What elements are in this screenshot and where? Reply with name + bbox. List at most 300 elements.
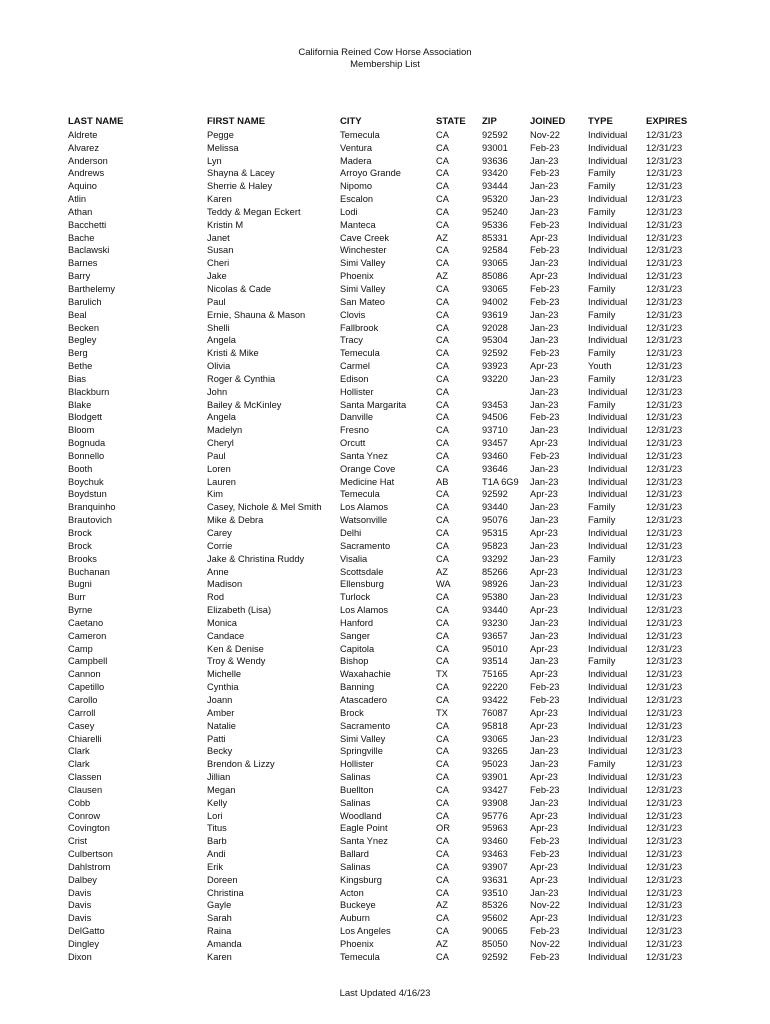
cell-zip: 95602 xyxy=(482,913,508,924)
cell-zip: 85266 xyxy=(482,566,508,577)
cell-joined: Jan-23 xyxy=(530,656,559,667)
cell-city: Clovis xyxy=(340,309,366,320)
cell-city: Acton xyxy=(340,887,364,898)
table-row xyxy=(68,912,708,925)
cell-city: Temecula xyxy=(340,951,380,962)
cell-joined: Jan-23 xyxy=(530,515,559,526)
cell-type: Family xyxy=(588,283,616,294)
cell-last-name: Clark xyxy=(68,759,90,770)
cell-first-name: Karen xyxy=(207,951,232,962)
cell-last-name: Branquinho xyxy=(68,502,116,513)
cell-joined: Apr-23 xyxy=(530,861,558,872)
cell-state: AZ xyxy=(436,232,448,243)
cell-zip: 95818 xyxy=(482,720,508,731)
cell-last-name: Capetillo xyxy=(68,682,105,693)
cell-expires: 12/31/23 xyxy=(646,617,683,628)
cell-expires: 12/31/23 xyxy=(646,772,683,783)
cell-state: TX xyxy=(436,669,448,680)
cell-first-name: John xyxy=(207,386,228,397)
cell-city: Salinas xyxy=(340,861,371,872)
cell-expires: 12/31/23 xyxy=(646,797,683,808)
cell-first-name: Pegge xyxy=(207,129,234,140)
cell-zip: 93908 xyxy=(482,797,508,808)
cell-expires: 12/31/23 xyxy=(646,206,683,217)
cell-type: Individual xyxy=(588,669,628,680)
table-row xyxy=(68,219,708,232)
header-first-name: FIRST NAME xyxy=(207,116,266,127)
cell-zip: 93657 xyxy=(482,630,508,641)
cell-expires: 12/31/23 xyxy=(646,733,683,744)
cell-last-name: Becken xyxy=(68,322,100,333)
cell-state: AZ xyxy=(436,271,448,282)
table-row xyxy=(68,822,708,835)
cell-type: Family xyxy=(588,181,616,192)
cell-joined: Nov-22 xyxy=(530,129,560,140)
cell-first-name: Troy & Wendy xyxy=(207,656,266,667)
cell-expires: 12/31/23 xyxy=(646,271,683,282)
cell-type: Individual xyxy=(588,887,628,898)
cell-city: Ellensburg xyxy=(340,579,384,590)
table-row xyxy=(68,733,708,746)
cell-type: Individual xyxy=(588,682,628,693)
cell-first-name: Karen xyxy=(207,194,232,205)
cell-joined: Jan-23 xyxy=(530,373,559,384)
table-row xyxy=(68,450,708,463)
cell-state: AB xyxy=(436,476,449,487)
cell-first-name: Kim xyxy=(207,489,224,500)
cell-joined: Apr-23 xyxy=(530,669,558,680)
cell-type: Individual xyxy=(588,322,628,333)
cell-expires: 12/31/23 xyxy=(646,219,683,230)
cell-type: Individual xyxy=(588,694,628,705)
cell-type: Individual xyxy=(588,232,628,243)
cell-type: Family xyxy=(588,656,616,667)
cell-state: AZ xyxy=(436,939,448,949)
cell-zip: 93457 xyxy=(482,438,508,449)
table-row xyxy=(68,373,708,386)
cell-zip: 93444 xyxy=(482,181,508,192)
cell-type: Family xyxy=(588,515,616,526)
table-row xyxy=(68,848,708,861)
header-state: STATE xyxy=(436,116,466,127)
cell-last-name: Davis xyxy=(68,887,92,898)
cell-expires: 12/31/23 xyxy=(646,502,683,513)
cell-first-name: Jake xyxy=(207,271,227,282)
table-row xyxy=(68,167,708,180)
cell-type: Individual xyxy=(588,939,628,949)
cell-city: Bishop xyxy=(340,656,369,667)
cell-zip: 93420 xyxy=(482,168,508,179)
cell-type: Family xyxy=(588,399,616,410)
cell-joined: Apr-23 xyxy=(530,823,558,834)
cell-first-name: Paul xyxy=(207,296,226,307)
cell-type: Individual xyxy=(588,335,628,346)
cell-zip: 95320 xyxy=(482,194,508,205)
cell-joined: Jan-23 xyxy=(530,759,559,770)
cell-city: San Mateo xyxy=(340,296,385,307)
cell-zip: 85050 xyxy=(482,939,508,949)
cell-last-name: Brock xyxy=(68,540,92,551)
cell-zip: 93001 xyxy=(482,142,508,153)
cell-state: CA xyxy=(436,502,449,513)
cell-zip: 94002 xyxy=(482,296,508,307)
cell-type: Individual xyxy=(588,566,628,577)
cell-city: Santa Ynez xyxy=(340,836,388,847)
cell-last-name: Bacchetti xyxy=(68,219,107,230)
cell-joined: Feb-23 xyxy=(530,219,560,230)
cell-city: Temecula xyxy=(340,129,380,140)
cell-zip: 93514 xyxy=(482,656,508,667)
cell-expires: 12/31/23 xyxy=(646,900,683,911)
cell-joined: Jan-23 xyxy=(530,746,559,757)
cell-first-name: Cheryl xyxy=(207,438,234,449)
cell-first-name: Nicolas & Cade xyxy=(207,283,272,294)
table-row xyxy=(68,309,708,322)
cell-last-name: Chiarelli xyxy=(68,733,102,744)
cell-joined: Jan-23 xyxy=(530,502,559,513)
cell-zip: 95315 xyxy=(482,528,508,538)
cell-type: Individual xyxy=(588,450,628,461)
table-row xyxy=(68,771,708,784)
cell-joined: Jan-23 xyxy=(530,617,559,628)
table-row xyxy=(68,835,708,848)
cell-type: Individual xyxy=(588,784,628,795)
cell-zip: 93463 xyxy=(482,849,508,860)
cell-state: CA xyxy=(436,630,449,641)
cell-joined: Feb-23 xyxy=(530,450,560,461)
cell-city: Orange Cove xyxy=(340,463,396,474)
cell-city: Woodland xyxy=(340,810,382,821)
cell-zip: 93065 xyxy=(482,733,508,744)
cell-first-name: Jake & Christina Ruddy xyxy=(207,553,305,564)
cell-first-name: Erik xyxy=(207,861,224,872)
cell-type: Individual xyxy=(588,926,628,937)
cell-joined: Jan-23 xyxy=(530,797,559,808)
cell-city: Carmel xyxy=(340,361,370,372)
table-row xyxy=(68,257,708,270)
cell-city: Phoenix xyxy=(340,271,374,282)
cell-zip: 90065 xyxy=(482,926,508,937)
cell-expires: 12/31/23 xyxy=(646,463,683,474)
table-row xyxy=(68,180,708,193)
table-row xyxy=(68,720,708,733)
cell-city: Hollister xyxy=(340,386,374,397)
cell-last-name: Bonnello xyxy=(68,450,105,461)
cell-state: TX xyxy=(436,707,448,718)
table-row xyxy=(68,784,708,797)
cell-expires: 12/31/23 xyxy=(646,476,683,487)
cell-zip: 94506 xyxy=(482,412,508,423)
cell-first-name: Lori xyxy=(207,810,223,821)
cell-city: Scottsdale xyxy=(340,566,384,577)
cell-type: Individual xyxy=(588,643,628,654)
table-row xyxy=(68,630,708,643)
cell-state: AZ xyxy=(436,900,448,911)
cell-zip: 93646 xyxy=(482,463,508,474)
cell-city: Simi Valley xyxy=(340,258,386,269)
cell-joined: Jan-23 xyxy=(530,309,559,320)
cell-state: CA xyxy=(436,656,449,667)
cell-first-name: Lauren xyxy=(207,476,236,487)
cell-last-name: Byrne xyxy=(68,605,93,616)
cell-first-name: Raina xyxy=(207,926,232,937)
cell-last-name: Bache xyxy=(68,232,95,243)
cell-state: CA xyxy=(436,643,449,654)
cell-last-name: Campbell xyxy=(68,656,108,667)
cell-state: CA xyxy=(436,605,449,616)
cell-expires: 12/31/23 xyxy=(646,913,683,924)
cell-first-name: Rod xyxy=(207,592,225,603)
cell-city: Capitola xyxy=(340,643,375,654)
cell-last-name: Dalbey xyxy=(68,874,97,885)
cell-type: Individual xyxy=(588,836,628,847)
cell-expires: 12/31/23 xyxy=(646,720,683,731)
cell-city: Los Angeles xyxy=(340,926,391,937)
cell-state: CA xyxy=(436,861,449,872)
cell-joined: Jan-23 xyxy=(530,630,559,641)
cell-last-name: Davis xyxy=(68,900,92,911)
cell-zip: 95240 xyxy=(482,206,508,217)
cell-type: Individual xyxy=(588,630,628,641)
cell-zip: 98926 xyxy=(482,579,508,590)
cell-first-name: Olivia xyxy=(207,361,231,372)
cell-joined: Jan-23 xyxy=(530,425,559,436)
cell-last-name: Alvarez xyxy=(68,142,100,153)
cell-last-name: Aquino xyxy=(68,181,97,192)
cell-state: CA xyxy=(436,810,449,821)
cell-joined: Feb-23 xyxy=(530,412,560,423)
cell-type: Family xyxy=(588,309,616,320)
cell-type: Individual xyxy=(588,425,628,436)
cell-city: Manteca xyxy=(340,219,376,230)
cell-zip: 92592 xyxy=(482,348,508,359)
cell-type: Individual xyxy=(588,129,628,140)
cell-city: Kingsburg xyxy=(340,874,382,885)
table-row xyxy=(68,643,708,656)
cell-first-name: Teddy & Megan Eckert xyxy=(207,206,301,217)
cell-type: Individual xyxy=(588,155,628,166)
cell-zip: 93907 xyxy=(482,861,508,872)
cell-state: CA xyxy=(436,772,449,783)
cell-last-name: Barulich xyxy=(68,296,102,307)
cell-expires: 12/31/23 xyxy=(646,309,683,320)
cell-zip: 93427 xyxy=(482,784,508,795)
cell-joined: Apr-23 xyxy=(530,528,558,538)
cell-state: CA xyxy=(436,733,449,744)
cell-first-name: Elizabeth (Lisa) xyxy=(207,605,272,616)
cell-last-name: Bethe xyxy=(68,361,93,372)
cell-first-name: Bailey & McKinley xyxy=(207,399,282,410)
table-row xyxy=(68,527,708,540)
cell-type: Individual xyxy=(588,245,628,256)
cell-zip: 93901 xyxy=(482,772,508,783)
cell-first-name: Susan xyxy=(207,245,234,256)
cell-first-name: Jillian xyxy=(207,772,231,783)
cell-state: CA xyxy=(436,592,449,603)
cell-city: Hollister xyxy=(340,759,374,770)
cell-joined: Apr-23 xyxy=(530,361,558,372)
cell-expires: 12/31/23 xyxy=(646,566,683,577)
cell-last-name: Beal xyxy=(68,309,87,320)
cell-type: Individual xyxy=(588,463,628,474)
cell-zip: 95380 xyxy=(482,592,508,603)
cell-first-name: Christina xyxy=(207,887,244,898)
cell-first-name: Corrie xyxy=(207,540,233,551)
cell-type: Individual xyxy=(588,271,628,282)
cell-type: Individual xyxy=(588,720,628,731)
cell-last-name: Brooks xyxy=(68,553,97,564)
cell-last-name: Clausen xyxy=(68,784,103,795)
cell-first-name: Janet xyxy=(207,232,230,243)
cell-expires: 12/31/23 xyxy=(646,836,683,847)
cell-zip: 93440 xyxy=(482,605,508,616)
cell-city: Temecula xyxy=(340,348,380,359)
cell-state: CA xyxy=(436,142,449,153)
cell-type: Family xyxy=(588,348,616,359)
cell-joined: Feb-23 xyxy=(530,283,560,294)
last-updated: Last Updated 4/16/23 xyxy=(339,988,431,999)
cell-expires: 12/31/23 xyxy=(646,694,683,705)
cell-zip: 95010 xyxy=(482,643,508,654)
cell-joined: Jan-23 xyxy=(530,155,559,166)
document-title: California Reined Cow Horse Association xyxy=(298,47,472,58)
cell-first-name: Titus xyxy=(207,823,227,834)
cell-first-name: Lyn xyxy=(207,155,222,166)
cell-zip: 95823 xyxy=(482,540,508,551)
cell-city: Ventura xyxy=(340,142,373,153)
table-row xyxy=(68,283,708,296)
cell-city: Salinas xyxy=(340,797,371,808)
cell-first-name: Brendon & Lizzy xyxy=(207,759,275,770)
cell-zip: 93710 xyxy=(482,425,508,436)
cell-zip: 93422 xyxy=(482,694,508,705)
cell-state: CA xyxy=(436,283,449,294)
cell-type: Individual xyxy=(588,951,628,962)
cell-last-name: DelGatto xyxy=(68,926,105,937)
cell-expires: 12/31/23 xyxy=(646,129,683,140)
cell-first-name: Candace xyxy=(207,630,245,641)
cell-last-name: Baclawski xyxy=(68,245,110,256)
cell-last-name: Classen xyxy=(68,772,102,783)
cell-type: Individual xyxy=(588,142,628,153)
cell-zip: 93230 xyxy=(482,617,508,628)
cell-type: Individual xyxy=(588,592,628,603)
cell-last-name: Aldrete xyxy=(68,129,98,140)
cell-first-name: Becky xyxy=(207,746,233,757)
cell-city: Danville xyxy=(340,412,374,423)
table-row xyxy=(68,797,708,810)
cell-joined: Jan-23 xyxy=(530,335,559,346)
cell-state: CA xyxy=(436,348,449,359)
cell-state: CA xyxy=(436,194,449,205)
table-row xyxy=(68,411,708,424)
cell-state: CA xyxy=(436,335,449,346)
cell-state: CA xyxy=(436,438,449,449)
cell-city: Buckeye xyxy=(340,900,376,911)
cell-city: Lodi xyxy=(340,206,358,217)
cell-last-name: Bugni xyxy=(68,579,92,590)
cell-first-name: Anne xyxy=(207,566,229,577)
cell-city: Medicine Hat xyxy=(340,476,395,487)
table-row xyxy=(68,553,708,566)
cell-joined: Jan-23 xyxy=(530,579,559,590)
table-row xyxy=(68,155,708,168)
cell-type: Individual xyxy=(588,489,628,500)
cell-zip: 92584 xyxy=(482,245,508,256)
document-subtitle: Membership List xyxy=(350,59,420,70)
cell-expires: 12/31/23 xyxy=(646,746,683,757)
cell-zip: 95023 xyxy=(482,759,508,770)
cell-last-name: Casey xyxy=(68,720,95,731)
cell-city: Simi Valley xyxy=(340,733,386,744)
cell-joined: Jan-23 xyxy=(530,399,559,410)
cell-type: Individual xyxy=(588,219,628,230)
cell-zip: 95336 xyxy=(482,219,508,230)
cell-zip: 93453 xyxy=(482,399,508,410)
cell-type: Individual xyxy=(588,797,628,808)
table-row xyxy=(68,887,708,900)
cell-type: Family xyxy=(588,168,616,179)
cell-joined: Feb-23 xyxy=(530,694,560,705)
cell-joined: Apr-23 xyxy=(530,566,558,577)
cell-joined: Apr-23 xyxy=(530,438,558,449)
cell-city: Watsonville xyxy=(340,515,388,526)
cell-joined: Apr-23 xyxy=(530,772,558,783)
cell-joined: Feb-23 xyxy=(530,168,560,179)
table-row xyxy=(68,270,708,283)
cell-expires: 12/31/23 xyxy=(646,438,683,449)
cell-first-name: Casey, Nichole & Mel Smith xyxy=(207,502,322,513)
cell-type: Individual xyxy=(588,476,628,487)
membership-table xyxy=(68,116,708,964)
cell-expires: 12/31/23 xyxy=(646,939,683,949)
cell-last-name: Bloom xyxy=(68,425,95,436)
cell-city: Fallbrook xyxy=(340,322,379,333)
cell-last-name: Caetano xyxy=(68,617,104,628)
cell-first-name: Carey xyxy=(207,528,232,538)
cell-last-name: Barry xyxy=(68,271,91,282)
cell-type: Individual xyxy=(588,823,628,834)
cell-last-name: Conrow xyxy=(68,810,101,821)
cell-expires: 12/31/23 xyxy=(646,245,683,256)
cell-joined: Feb-23 xyxy=(530,348,560,359)
cell-joined: Feb-23 xyxy=(530,849,560,860)
cell-city: Sacramento xyxy=(340,720,391,731)
cell-joined: Feb-23 xyxy=(530,296,560,307)
header-expires: EXPIRES xyxy=(646,116,688,127)
cell-expires: 12/31/23 xyxy=(646,579,683,590)
cell-state: CA xyxy=(436,913,449,924)
cell-last-name: Davis xyxy=(68,913,92,924)
cell-type: Individual xyxy=(588,528,628,538)
cell-state: CA xyxy=(436,450,449,461)
table-row xyxy=(68,758,708,771)
cell-state: CA xyxy=(436,309,449,320)
table-row xyxy=(68,296,708,309)
cell-first-name: Natalie xyxy=(207,720,236,731)
table-row xyxy=(68,322,708,335)
cell-zip: 93440 xyxy=(482,502,508,513)
cell-last-name: Brock xyxy=(68,528,92,538)
cell-zip: 93460 xyxy=(482,450,508,461)
cell-first-name: Monica xyxy=(207,617,237,628)
table-row xyxy=(68,617,708,630)
cell-type: Family xyxy=(588,502,616,513)
cell-zip: 85086 xyxy=(482,271,508,282)
cell-type: Individual xyxy=(588,733,628,744)
cell-expires: 12/31/23 xyxy=(646,861,683,872)
cell-first-name: Andi xyxy=(207,849,226,860)
